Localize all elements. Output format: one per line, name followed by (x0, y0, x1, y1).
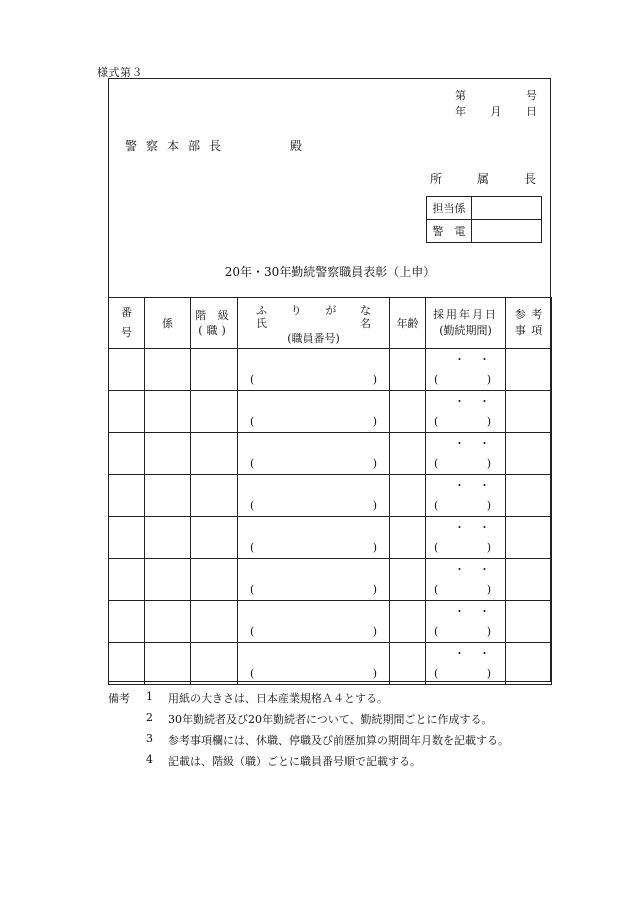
section-cell[interactable] (145, 517, 191, 559)
close-paren: ) (486, 373, 491, 386)
date-separators (454, 645, 490, 661)
date-dot: ・ (454, 395, 465, 408)
staff-number-parens (250, 415, 377, 428)
commendation-table (108, 297, 552, 685)
service-period-parens (434, 541, 491, 554)
close-paren: ) (372, 373, 377, 386)
addressee-honorific: 殿 (290, 139, 303, 153)
open-paren: ( (250, 583, 255, 596)
close-paren: ) (372, 499, 377, 512)
date-dot: ・ (454, 521, 465, 534)
staff-number-parens (250, 541, 377, 554)
open-paren: ( (434, 541, 439, 554)
age-cell[interactable] (390, 643, 426, 685)
open-paren: ( (250, 667, 255, 680)
staff-number-parens (250, 625, 377, 638)
service-period-parens (434, 373, 491, 386)
name-cell[interactable] (238, 433, 390, 475)
table-row (109, 391, 552, 433)
close-paren: ) (486, 499, 491, 512)
date-dot: ・ (479, 353, 490, 366)
age-cell[interactable] (390, 559, 426, 601)
number-cell[interactable] (109, 475, 145, 517)
date-dot: ・ (454, 563, 465, 576)
staff-number-parens (250, 499, 377, 512)
table-row (109, 643, 552, 685)
service-period-parens (434, 583, 491, 596)
staff-number-parens (250, 667, 377, 680)
person-in-charge-field[interactable] (472, 197, 542, 220)
rank-cell[interactable] (191, 475, 238, 517)
table-row (109, 517, 552, 559)
date-dot: ・ (454, 353, 465, 366)
number-cell[interactable] (109, 559, 145, 601)
hire-date-cell[interactable] (426, 517, 506, 559)
header-full-name (256, 315, 371, 331)
rank-cell[interactable] (191, 601, 238, 643)
age-cell[interactable] (390, 517, 426, 559)
name-char: 名 (360, 317, 371, 330)
rank-cell[interactable] (191, 517, 238, 559)
header-hire-line1: 採用年月日 (433, 308, 498, 321)
date-dot: ・ (454, 605, 465, 618)
close-paren: ) (486, 583, 491, 596)
section-cell[interactable] (145, 391, 191, 433)
table-body (109, 349, 552, 685)
number-cell[interactable] (109, 643, 145, 685)
header-staff-number: (職員番号) (287, 332, 340, 345)
sender-title (430, 170, 536, 187)
sender-char: 属 (476, 172, 489, 186)
service-period-parens (434, 499, 491, 512)
form-number: 様式第３ (97, 66, 143, 79)
sender-char: 所 (430, 172, 443, 186)
date-month-label: 月 (490, 105, 502, 118)
open-paren: ( (250, 373, 255, 386)
date-dot: ・ (454, 437, 465, 450)
remarks-cell[interactable] (506, 559, 552, 601)
staff-number-parens (250, 583, 377, 596)
close-paren: ) (486, 667, 491, 680)
hire-date-cell[interactable] (426, 475, 506, 517)
remarks-cell[interactable] (506, 391, 552, 433)
number-cell[interactable] (109, 391, 145, 433)
note-number: 3 (146, 732, 153, 745)
furigana-char: な (359, 304, 371, 317)
note-number: 1 (146, 690, 153, 703)
hire-date-cell[interactable] (426, 433, 506, 475)
document-title: 20年・30年勤続警察職員表彰（上申） (224, 265, 436, 279)
table-row (109, 433, 552, 475)
note-item (146, 711, 493, 729)
date-day-label: 日 (526, 105, 537, 118)
date-dot: ・ (454, 647, 465, 660)
name-cell[interactable] (238, 517, 390, 559)
date-year-label: 年 (455, 105, 466, 118)
age-cell[interactable] (390, 601, 426, 643)
hire-date-cell[interactable] (426, 349, 506, 391)
header-number (109, 298, 145, 349)
note-number: 4 (146, 753, 153, 766)
note-number: 2 (146, 711, 153, 724)
close-paren: ) (486, 541, 491, 554)
remarks-cell[interactable] (506, 601, 552, 643)
remarks-cell[interactable] (506, 433, 552, 475)
name-cell[interactable] (238, 391, 390, 433)
note-text: 参考事項欄には、休職、停職及び前歴加算の期間年月数を記載する。 (168, 734, 509, 747)
header-rank-line2: (職) (198, 324, 230, 337)
remarks-cell[interactable] (506, 475, 552, 517)
date-separators (454, 393, 490, 409)
close-paren: ) (486, 457, 491, 470)
open-paren: ( (434, 415, 439, 428)
number-cell[interactable] (109, 517, 145, 559)
remarks-cell[interactable] (506, 517, 552, 559)
date-dot: ・ (479, 395, 490, 408)
staff-number-parens (250, 373, 377, 386)
police-phone-label: 警 電 (427, 220, 472, 243)
close-paren: ) (372, 583, 377, 596)
table-header-row (109, 298, 552, 349)
sender-char: 長 (523, 172, 536, 186)
police-phone-field[interactable] (472, 220, 542, 243)
note-item (146, 690, 388, 708)
number-cell[interactable] (109, 349, 145, 391)
date-separators (454, 351, 490, 367)
service-period-parens (434, 457, 491, 470)
name-cell[interactable] (238, 349, 390, 391)
hire-date-cell[interactable] (426, 643, 506, 685)
age-cell[interactable] (390, 349, 426, 391)
open-paren: ( (434, 583, 439, 596)
table-row (109, 601, 552, 643)
header-hire-date (426, 298, 506, 349)
number-cell[interactable] (109, 601, 145, 643)
header-age: 年齢 (390, 298, 426, 349)
hire-date-cell[interactable] (426, 559, 506, 601)
date-dot: ・ (479, 563, 490, 576)
age-cell[interactable] (390, 391, 426, 433)
section-cell[interactable] (145, 349, 191, 391)
hire-date-cell[interactable] (426, 601, 506, 643)
doc-number-suffix: 号 (526, 89, 537, 102)
close-paren: ) (372, 667, 377, 680)
remarks-char: 考 (531, 308, 543, 321)
note-text: 30年勤続者及び20年勤続者について、勤続期間ごとに作成する。 (168, 713, 493, 726)
header-section: 係 (145, 298, 191, 349)
person-in-charge-label: 担当係 (427, 197, 472, 220)
table-row (109, 349, 552, 391)
header-number-line1: 番 (121, 306, 132, 319)
close-paren: ) (372, 415, 377, 428)
section-cell[interactable] (145, 601, 191, 643)
header-name (238, 298, 390, 349)
open-paren: ( (250, 415, 255, 428)
date-dot: ・ (454, 479, 465, 492)
remarks-cell[interactable] (506, 643, 552, 685)
note-text: 記載は、階級（職）ごとに職員番号順で記載する。 (168, 755, 421, 768)
rank-cell[interactable] (191, 391, 238, 433)
date-separators (454, 603, 490, 619)
rank-cell[interactable] (191, 643, 238, 685)
addressee-title: 警察本部長 (125, 139, 231, 153)
service-period-parens (434, 625, 491, 638)
hire-date-cell[interactable] (426, 391, 506, 433)
open-paren: ( (434, 625, 439, 638)
date-dot: ・ (479, 605, 490, 618)
header-remarks-line1 (506, 307, 551, 323)
close-paren: ) (372, 625, 377, 638)
furigana-char: ふ (256, 304, 267, 317)
date-dot: ・ (479, 647, 490, 660)
close-paren: ) (486, 415, 491, 428)
close-paren: ) (372, 457, 377, 470)
close-paren: ) (372, 541, 377, 554)
open-paren: ( (434, 667, 439, 680)
open-paren: ( (250, 457, 255, 470)
remarks-char: 項 (531, 324, 543, 337)
age-cell[interactable] (390, 433, 426, 475)
date-dot: ・ (479, 521, 490, 534)
section-cell[interactable] (145, 475, 191, 517)
section-cell[interactable] (145, 559, 191, 601)
doc-number-prefix: 第 (455, 89, 466, 102)
open-paren: ( (434, 373, 439, 386)
open-paren: ( (250, 499, 255, 512)
header-remarks-line2 (506, 323, 551, 339)
service-period-parens (434, 667, 491, 680)
name-cell[interactable] (238, 601, 390, 643)
table-row (109, 559, 552, 601)
section-cell[interactable] (145, 433, 191, 475)
number-cell[interactable] (109, 433, 145, 475)
date-dot: ・ (479, 479, 490, 492)
name-char: 氏 (256, 317, 267, 330)
date-separators (454, 477, 490, 493)
header-hire-line2: (勤続期間) (439, 324, 492, 337)
open-paren: ( (434, 499, 439, 512)
rank-cell[interactable] (191, 349, 238, 391)
document-number-block (455, 88, 537, 120)
header-rank-line1: 階 級 (195, 309, 233, 322)
note-text: 用紙の大きさは、日本産業規格Ａ４とする。 (168, 692, 388, 705)
date-separators (454, 435, 490, 451)
name-cell[interactable] (238, 559, 390, 601)
remarks-char: 事 (514, 324, 526, 337)
note-item (146, 732, 509, 750)
contact-box (426, 196, 542, 243)
service-period-parens (434, 415, 491, 428)
open-paren: ( (250, 625, 255, 638)
note-item (146, 753, 421, 771)
name-cell[interactable] (238, 643, 390, 685)
remarks-char: 参 (514, 308, 526, 321)
date-dot: ・ (479, 437, 490, 450)
open-paren: ( (250, 541, 255, 554)
header-remarks (506, 298, 552, 349)
rank-cell[interactable] (191, 433, 238, 475)
age-cell[interactable] (390, 475, 426, 517)
furigana-char: が (325, 304, 337, 317)
date-separators (454, 519, 490, 535)
furigana-char: り (290, 304, 302, 317)
section-cell[interactable] (145, 643, 191, 685)
open-paren: ( (434, 457, 439, 470)
close-paren: ) (486, 625, 491, 638)
table-row (109, 475, 552, 517)
staff-number-parens (250, 457, 377, 470)
rank-cell[interactable] (191, 559, 238, 601)
notes-heading: 備考 (108, 692, 130, 705)
date-separators (454, 561, 490, 577)
name-cell[interactable] (238, 475, 390, 517)
remarks-cell[interactable] (506, 349, 552, 391)
header-number-line2: 号 (121, 326, 132, 339)
header-rank (191, 298, 238, 349)
